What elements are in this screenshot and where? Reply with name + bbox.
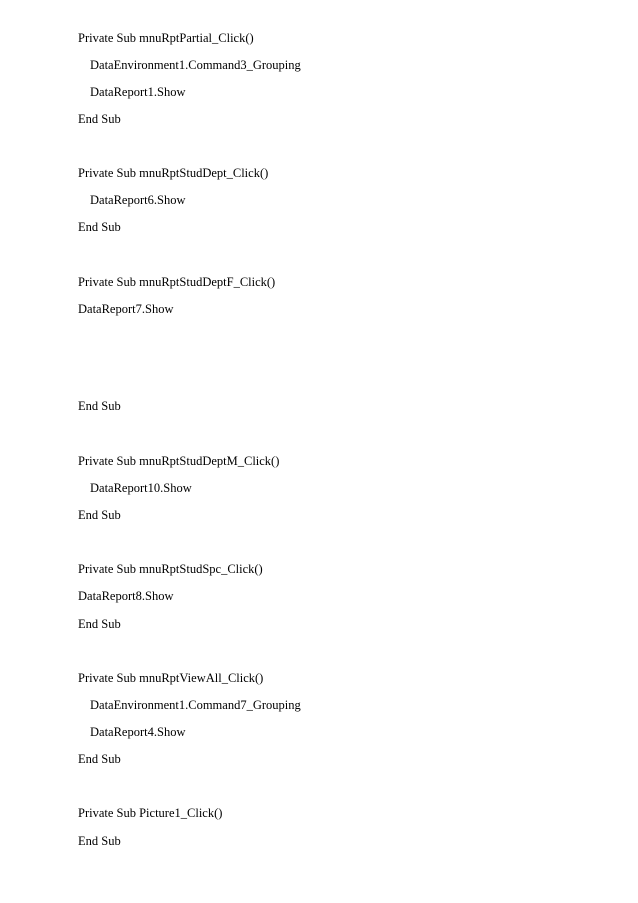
code-line: End Sub: [78, 508, 121, 522]
code-line: Private Sub mnuRptViewAll_Click(): [78, 671, 264, 685]
code-line: DataEnvironment1.Command7_Grouping: [90, 698, 301, 712]
code-line: Private Sub mnuRptStudDept_Click(): [78, 166, 269, 180]
code-line: DataReport4.Show: [90, 725, 186, 739]
code-line: Private Sub mnuRptStudSpc_Click(): [78, 562, 263, 576]
code-line: End Sub: [78, 617, 121, 631]
code-line: Private Sub Picture1_Click(): [78, 806, 223, 820]
code-line: DataReport6.Show: [90, 193, 186, 207]
code-line: Private Sub mnuRptPartial_Click(): [78, 31, 254, 45]
code-line: End Sub: [78, 220, 121, 234]
code-line: End Sub: [78, 112, 121, 126]
code-line: DataReport7.Show: [78, 302, 174, 316]
code-line: End Sub: [78, 752, 121, 766]
code-line: DataReport10.Show: [90, 481, 192, 495]
code-line: End Sub: [78, 834, 121, 848]
code-line: End Sub: [78, 399, 121, 413]
code-line: Private Sub mnuRptStudDeptM_Click(): [78, 454, 280, 468]
code-line: DataReport1.Show: [90, 85, 186, 99]
code-line: DataEnvironment1.Command3_Grouping: [90, 58, 301, 72]
code-line: DataReport8.Show: [78, 589, 174, 603]
code-line: Private Sub mnuRptStudDeptF_Click(): [78, 275, 276, 289]
